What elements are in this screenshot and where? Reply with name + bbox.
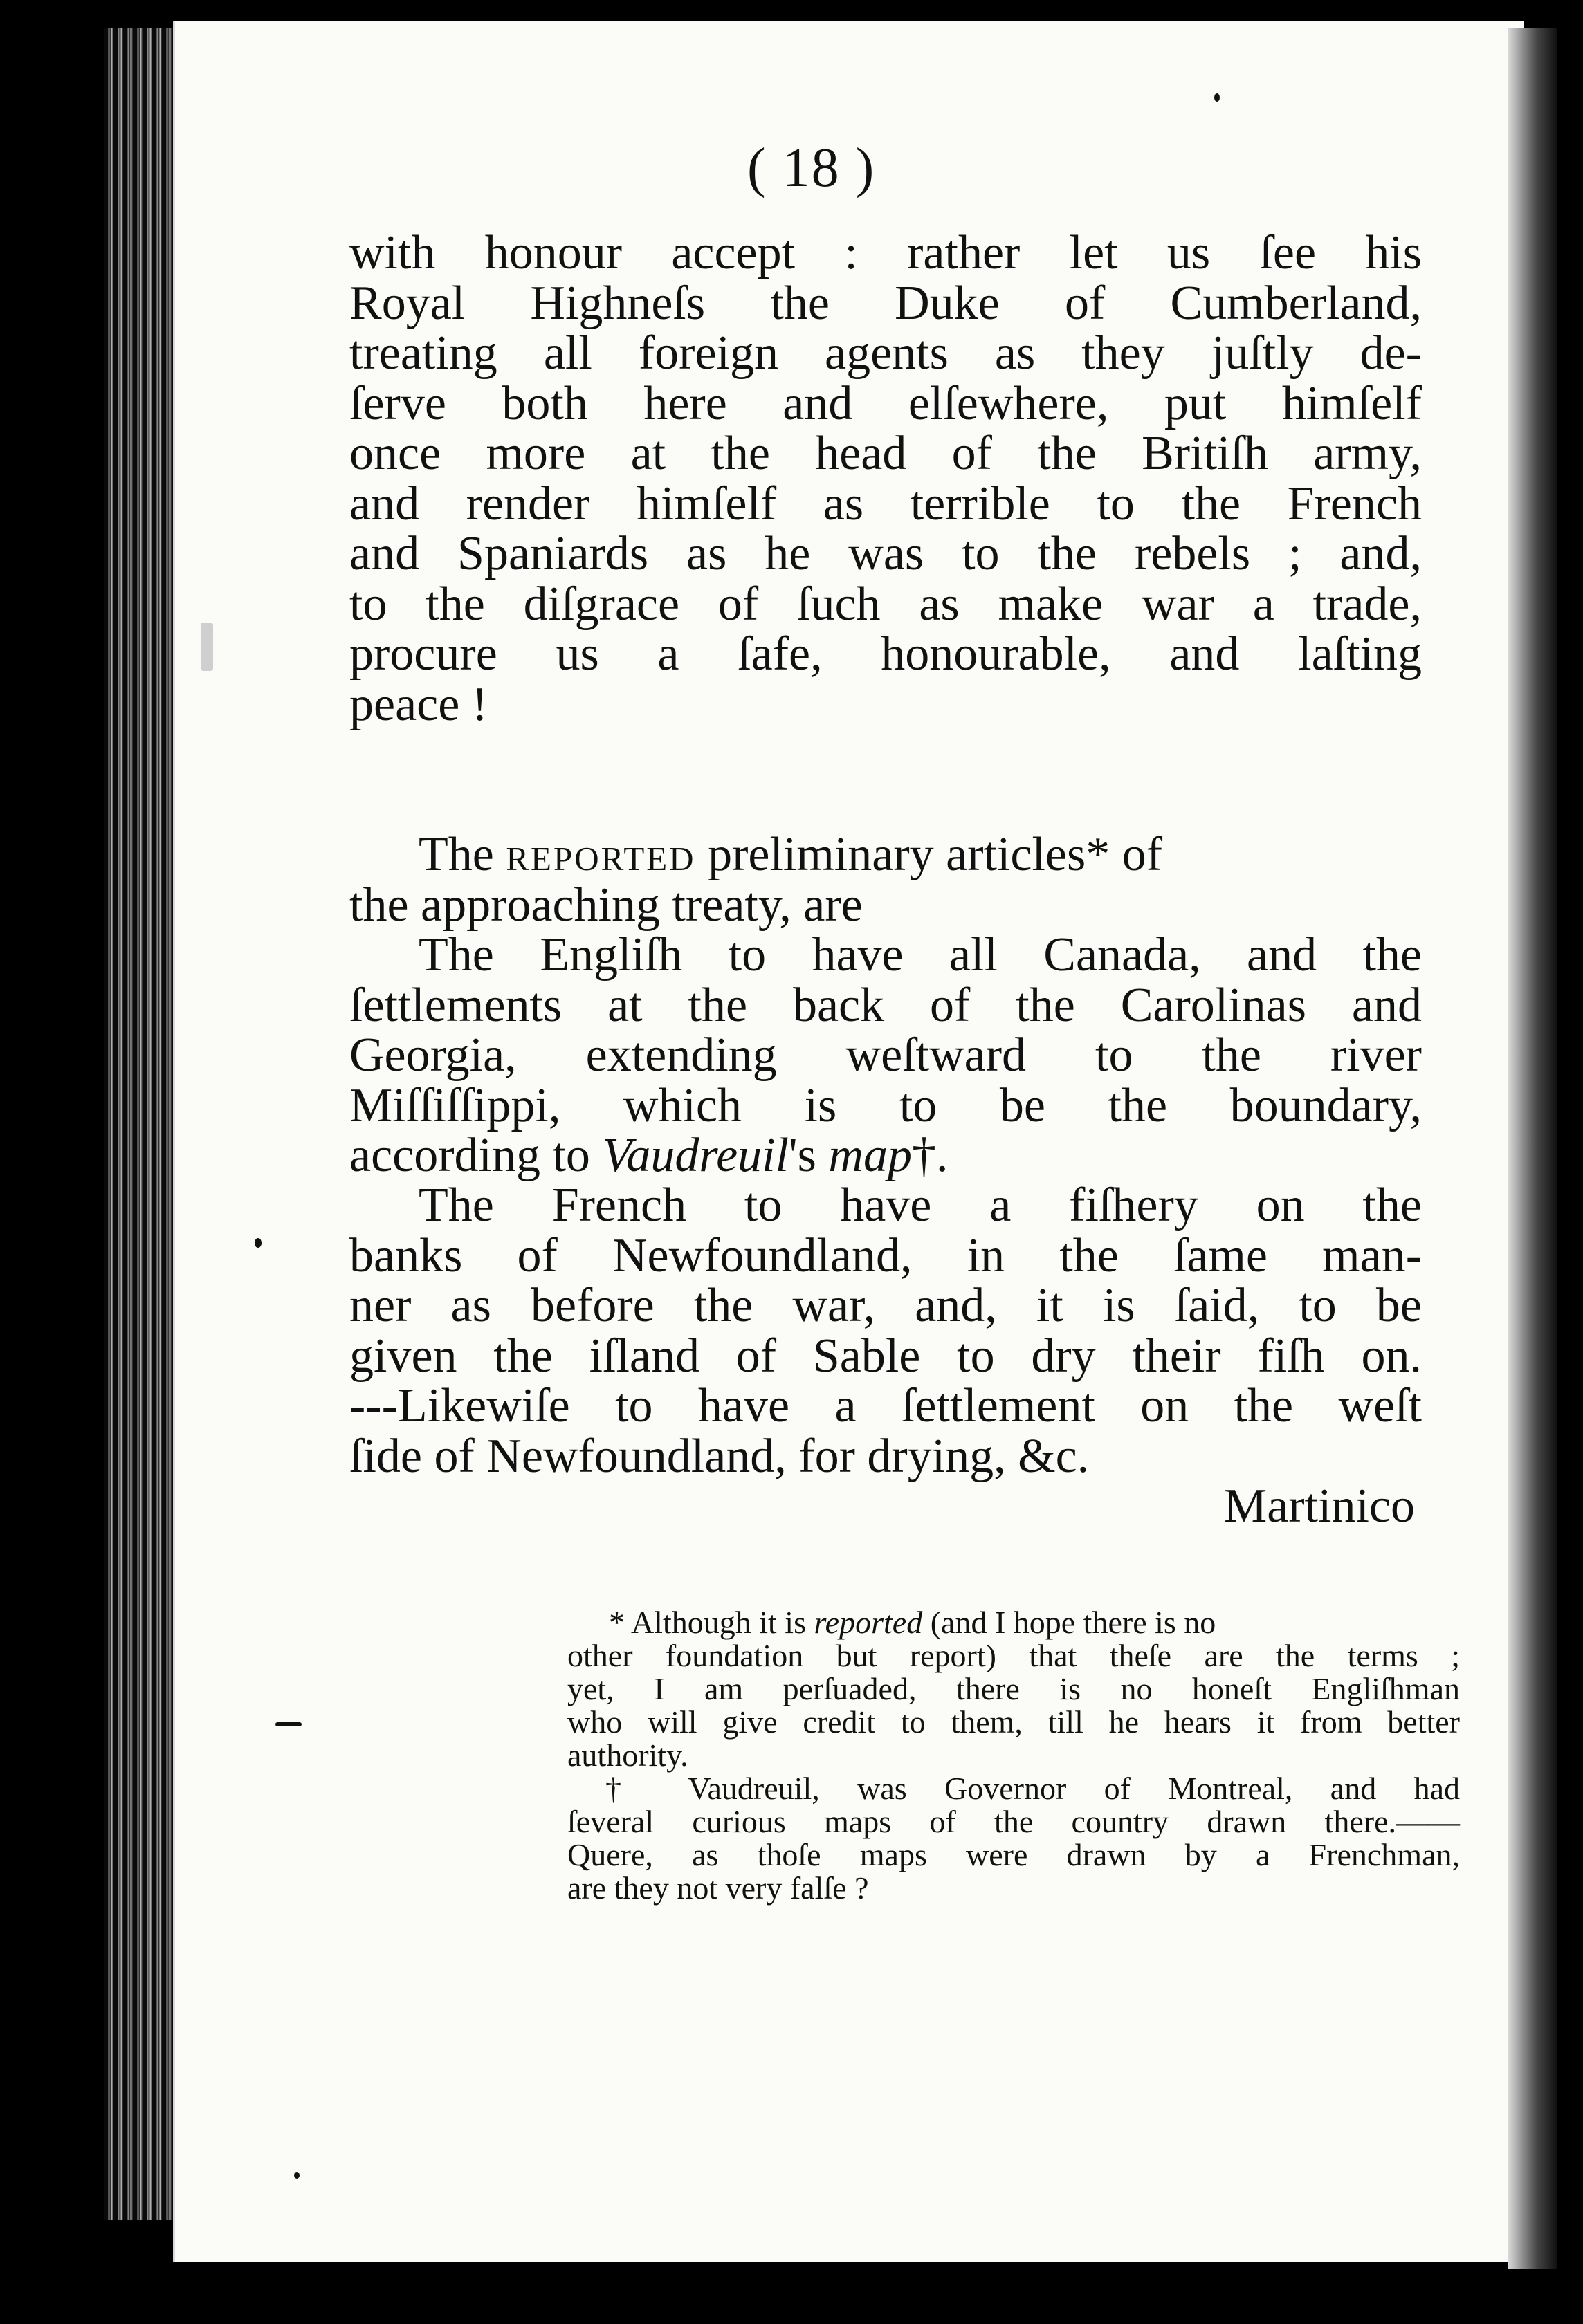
text-line: the approaching treaty, are [349, 878, 863, 932]
footnote-line [567, 1606, 1460, 1639]
vaudreuil-name: Vaudreuil [602, 1129, 789, 1182]
catchword: Martinico [1223, 1479, 1415, 1533]
text-line: ſide of Newfoundland, for drying, &c. [349, 1429, 1090, 1483]
text-run: * Although it is [609, 1605, 806, 1640]
footnote-line: authority. [567, 1737, 688, 1773]
text-run: The [419, 828, 494, 881]
text-line [349, 830, 1422, 880]
footnote-dagger [567, 1772, 1460, 1905]
text-line: Georgia, extending weſtward to the river [349, 1029, 1422, 1082]
footnote-line: are they not very falſe ? [567, 1870, 869, 1906]
paragraph-1 [349, 228, 1422, 730]
text-line: once more at the head of the Britiſh army, [349, 427, 1422, 480]
text-line: to the diſgrace of ſuch as make war a trade, [349, 577, 1422, 631]
text-line: and render himſelf as terrible to the French [349, 477, 1422, 531]
text-line: treating all foreign agents as they juſtly de- [349, 326, 1422, 380]
footnote-line: yet, I am perſuaded, there is no honeſt Engliſhman [567, 1671, 1460, 1706]
text-line: banks of Newfoundland, in the ſame man- [349, 1228, 1422, 1282]
footnote-line: Quere, as thoſe maps were drawn by a Frenchman, [567, 1837, 1460, 1872]
text-run: preliminary articles* of [708, 828, 1163, 881]
ink-speck [255, 1238, 262, 1248]
ink-speck [1214, 93, 1220, 102]
text-line: procure us a ſafe, honourable, and laſting [349, 627, 1422, 681]
text-run: according to [349, 1129, 590, 1182]
text-line: and Spaniards as he was to the rebels ; and, [349, 527, 1422, 580]
text-line: peace ! [349, 677, 488, 731]
paragraph-3 [349, 930, 1422, 1181]
reported-word: reported [506, 828, 696, 881]
text-line [349, 1131, 1422, 1181]
page-number: ( 18 ) [747, 138, 876, 199]
map-word: map [828, 1129, 912, 1182]
text-line: ner as before the war, and, it is ſaid, to be [349, 1279, 1422, 1332]
text-line: given the iſland of Sable to dry their fiſh on. [349, 1329, 1422, 1383]
dagger-mark: †. [911, 1129, 949, 1182]
text-run: (and I hope there is no [930, 1605, 1216, 1640]
text-line: Royal Highneſs the Duke of Cumberland, [349, 276, 1422, 330]
text-line: Miſſiſſippi, which is to be the boundary, [349, 1078, 1422, 1132]
ink-speck [275, 1722, 302, 1726]
text-run: 's [789, 1129, 816, 1182]
text-line: with honour accept : rather let us ſee his [349, 226, 1422, 279]
footnote-line: † Vaudreuil, was Governor of Montreal, and had [605, 1771, 1460, 1806]
ink-speck [294, 2172, 300, 2179]
page-edges [104, 28, 180, 2220]
paragraph-4 [349, 1181, 1422, 1532]
footnotes [567, 1606, 1460, 1905]
footnote-asterisk [567, 1606, 1460, 1772]
footnote-line: other foundation but report) that theſe are the terms ; [567, 1638, 1460, 1673]
paragraph-2 [349, 830, 1422, 930]
ink-speck [201, 622, 213, 671]
reported-italic: reported [814, 1605, 923, 1640]
text-line: ſettlements at the back of the Carolinas and [349, 978, 1422, 1032]
text-line: ſerve both here and elſewhere, put himſelf [349, 376, 1422, 430]
text-line: The Engliſh to have all Canada, and the [419, 928, 1422, 981]
text-line: ---Likewiſe to have a ſettlement on the weſt [349, 1379, 1422, 1432]
text-line: The French to have a fiſhery on the [419, 1179, 1422, 1232]
footnote-line: who will give credit to them, till he hears it from better [567, 1704, 1460, 1740]
footnote-line: ſeveral curious maps of the country drawn there.—— [567, 1804, 1460, 1839]
gutter-shadow [1508, 28, 1557, 2269]
